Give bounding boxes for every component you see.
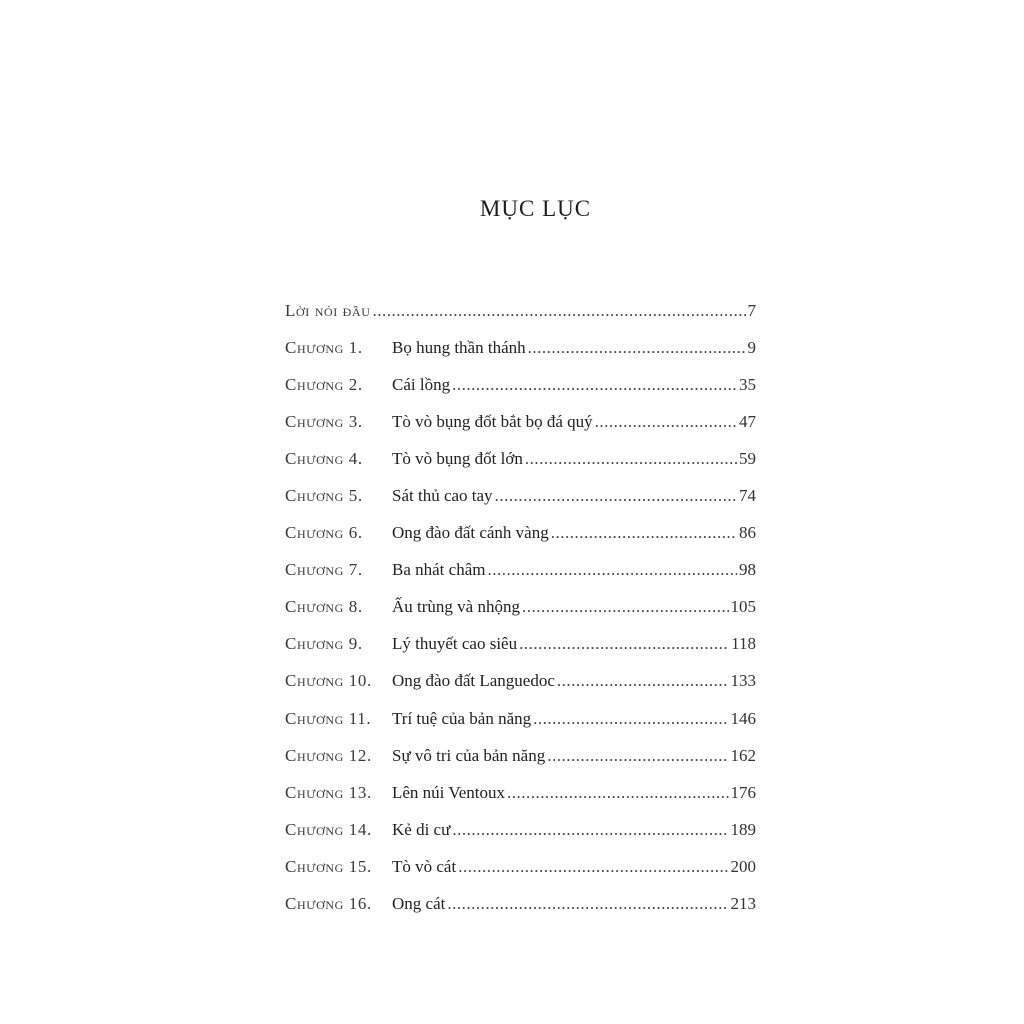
dot-leader — [458, 857, 728, 877]
toc-entry-label: Chương 10. — [285, 671, 372, 691]
toc-entry-page: 162 — [730, 745, 756, 765]
toc-entry-page: 47 — [739, 411, 756, 431]
toc-entry-title: Trí tuệ của bản năng — [392, 708, 532, 728]
toc-entry-intro — [285, 292, 756, 329]
dot-leader — [533, 709, 728, 729]
dot-leader — [528, 338, 746, 358]
toc-entry-chapter-10 — [285, 663, 756, 700]
toc-entry-page: 86 — [739, 523, 756, 543]
toc-entry-page: 133 — [730, 671, 756, 691]
toc-entry-label: Chương 8. — [285, 597, 363, 617]
toc-entry-page: 74 — [739, 486, 756, 506]
dot-leader — [487, 560, 737, 580]
toc-entry-chapter-4 — [285, 440, 756, 477]
toc-entry-chapter-6 — [285, 515, 756, 552]
toc-entry-chapter-12 — [285, 737, 756, 774]
toc-entry-label: Chương 7. — [285, 560, 363, 580]
dot-leader — [525, 449, 737, 469]
toc-entry-page: 200 — [730, 856, 756, 876]
toc-entry-label: Chương 16. — [285, 894, 372, 914]
dot-leader — [551, 523, 737, 543]
toc-entry-page: 7 — [747, 300, 756, 320]
toc-entry-label: Chương 13. — [285, 782, 372, 802]
page-title: MỤC LỤC — [479, 196, 592, 221]
toc-entry-label: Chương 4. — [285, 448, 363, 468]
dot-leader — [452, 820, 728, 840]
toc-entry-label: Chương 15. — [285, 856, 372, 876]
toc-entry-label: Chương 9. — [285, 634, 363, 654]
toc-entry-page: 213 — [730, 894, 756, 914]
toc-entry-page: 59 — [739, 448, 756, 468]
toc-entry-label: Chương 12. — [285, 745, 372, 765]
toc-entry-chapter-15 — [285, 848, 756, 885]
toc-entry-chapter-14 — [285, 811, 756, 848]
dot-leader — [595, 412, 737, 432]
toc-entry-label: Chương 5. — [285, 486, 363, 506]
toc-entry-label: Chương 2. — [285, 374, 363, 394]
dot-leader — [495, 486, 737, 506]
toc-entry-chapter-3 — [285, 403, 756, 440]
toc-entry-page: 176 — [730, 782, 756, 802]
toc-entry-title: Ong đào đất Languedoc — [392, 671, 555, 691]
toc-entry-title: Tò vò bụng đốt lớn — [392, 448, 523, 468]
toc-entry-title: Ong cát — [392, 894, 446, 914]
toc-entry-label: Chương 1. — [285, 337, 363, 357]
toc-entry-chapter-8 — [285, 589, 756, 626]
toc-entry-title: Bọ hung thần thánh — [392, 337, 526, 357]
toc-entry-label: Lời nói đầu — [285, 300, 371, 320]
toc-entry-label: Chương 14. — [285, 819, 372, 839]
toc-entry-title: Cái lồng — [392, 374, 451, 394]
toc-entry-page: 35 — [739, 374, 756, 394]
dot-leader — [557, 671, 729, 691]
toc-entry-chapter-7 — [285, 552, 756, 589]
toc-entry-page: 118 — [731, 634, 756, 654]
toc-entry-title: Sát thủ cao tay — [392, 486, 493, 506]
toc-entry-page: 146 — [730, 708, 756, 728]
toc-entry-chapter-5 — [285, 477, 756, 514]
dot-leader — [372, 301, 745, 321]
toc-entry-page: 9 — [747, 337, 756, 357]
toc-entry-title: Tò vò bụng đốt bắt bọ đá quý — [392, 411, 593, 431]
toc-entry-chapter-16 — [285, 886, 756, 923]
toc-entry-chapter-2 — [285, 366, 756, 403]
dot-leader — [452, 375, 737, 395]
toc-entry-page: 105 — [730, 597, 756, 617]
toc-entry-label: Chương 3. — [285, 411, 363, 431]
toc-entry-chapter-9 — [285, 626, 756, 663]
toc-entry-title: Sự vô tri của bản năng — [392, 745, 546, 765]
table-of-contents — [285, 292, 756, 923]
toc-entry-page: 189 — [730, 819, 756, 839]
toc-entry-title: Ba nhát châm — [392, 560, 486, 580]
toc-entry-label: Chương 11. — [285, 708, 372, 728]
dot-leader — [547, 746, 728, 766]
toc-entry-label: Chương 6. — [285, 523, 363, 543]
toc-entry-title: Ấu trùng và nhộng — [392, 597, 520, 617]
toc-entry-title: Kẻ di cư — [392, 819, 451, 839]
toc-entry-title: Tò vò cát — [392, 856, 457, 876]
toc-entry-title: Lý thuyết cao siêu — [392, 634, 518, 654]
dot-leader — [522, 597, 729, 617]
toc-entry-chapter-1 — [285, 329, 756, 366]
dot-leader — [447, 894, 728, 914]
toc-entry-chapter-11 — [285, 700, 756, 737]
toc-entry-chapter-13 — [285, 774, 756, 811]
toc-entry-title: Lên núi Ventoux — [392, 782, 506, 802]
toc-entry-title: Ong đào đất cánh vàng — [392, 523, 549, 543]
dot-leader — [507, 783, 728, 803]
dot-leader — [519, 634, 729, 654]
toc-entry-page: 98 — [739, 560, 756, 580]
